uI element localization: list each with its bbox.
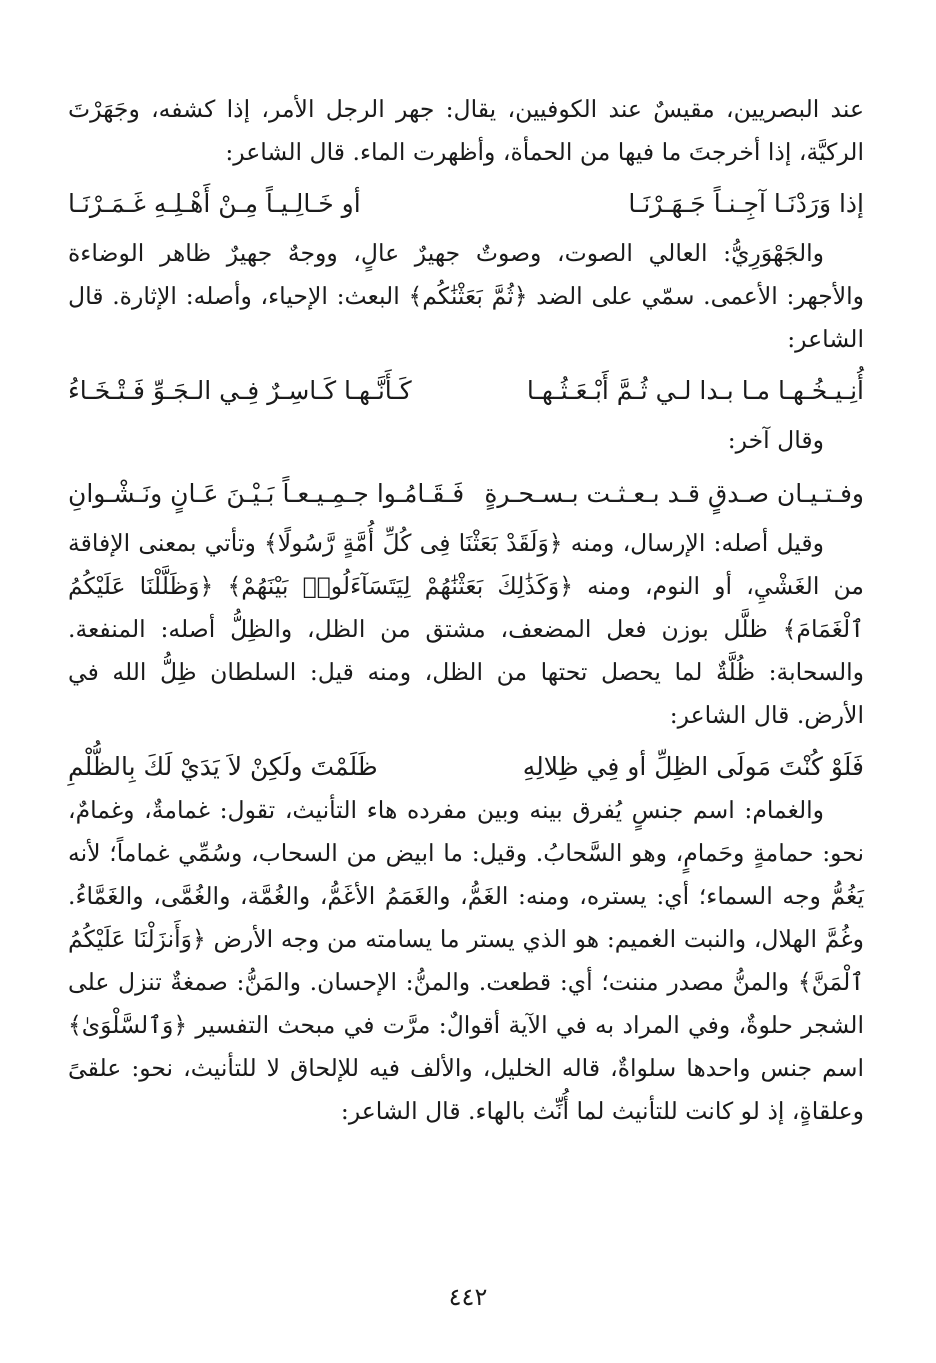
verse-line-2 (68, 367, 864, 415)
verse-4-second-hemistich: ظَلَمْتَ ولَكِنْ لاَ يَدَيْ لَكَ بِالظُّلْمِ (68, 752, 378, 781)
paragraph-jahwari: والجَهْوَرِيُّ: العالي الصوت، وصوتٌ جهيرٌ عالٍ، ووجهٌ جهيرٌ ظاهر الوضاءة والأجهر: الأعمى. سمّي على الضد ﴿ثُمَّ بَعَثْنَٰكُم﴾ البعث: الإحياء، وأصله: الإثارة. قال الشاعر: (68, 239, 864, 353)
verse-line-4 (68, 743, 864, 791)
verse-3-second-hemistich: فَـقَـامُـوا جـمِـيـعـاً بَـيْـنَ عَـانٍ ونَـشْـوانِ (68, 479, 465, 508)
paragraph-another-poet: وقال آخر: (727, 426, 824, 454)
paragraph-irsal: وقيل أصله: الإرسال، ومنه ﴿وَلَقَدْ بَعَثْنَا فِى كُلِّ أُمَّةٍ رَّسُولًا﴾ وتأتي بمعنى الإفاقة من الغَشْيِ، أو النوم، ومنه ﴿وَكَذَٰلِكَ بَعَثْنَٰهُمْ لِيَتَسَآءَلُوا۟ بَيْنَهُمْ﴾ ﴿وَظَلَّلْنَا عَلَيْكُمُ ٱلْغَمَامَ﴾ ظلَّل بوزن فعل المضعف، مشتق من الظل، والظِلُّ أصله: المنفعة. والسحابة: ظُلَّةٌ لما يحصل تحتها من الظل، ومنه قيل: السلطان ظِلُّ الله في الأرض. قال الشاعر: (68, 529, 864, 729)
page-number: ٤٤٢ (448, 1283, 488, 1311)
paragraph-ghamam: والغمام: اسم جنسٍ يُفرق بينه وبين مفرده هاء التأنيث، تقول: غمامةٌ، وغمامٌ، نحو: حمامةٍ وحَمامٍ، وهو السَّحابُ. وقيل: ما ابيض من السحاب، وسُمِّي غماماً؛ لأنه يَغُمُّ وجه السماء؛ أي: يستره، ومنه: الغَمُّ، والغَمَمُ الأغَمُّ، والغُمَّة، والغُمَّى، والغَمَّاءُ. وغُمَّ الهلال، والنبت الغميم: هو الذي يستر ما يسامته من وجه الأرض ﴿وَأَنزَلْنَا عَلَيْكُمُ ٱلْمَنَّ﴾ والمنُّ مصدر مننت؛ أي: قطعت. والمنُّ: الإحسان. والمَنُّ: صمغةٌ تنزل على الشجر حلوةٌ، وفي المراد به في الآية أقوالٌ: مرَّت في مبحث التفسير ﴿وَٱلسَّلْوَىٰ﴾ اسم جنس واحدها سلواةٌ، قاله الخليل، والألف فيه للإلحاق لا للتأنيث، نحو: علقىً وعلقاةٍ، إذ لو كانت للتأنيث لما أُنِّث بالهاء. قال الشاعر: (68, 796, 864, 1125)
verse-4-first-hemistich: فَلَوْ كُنْتَ مَولَى الظِلِّ أو فِي ظِلالِهِ (522, 752, 864, 781)
verse-1-second-hemistich: أو خَـالِـيـاً مِـنْ أَهْـلِـهِ غَـمَـرْنَـا (68, 189, 361, 218)
verse-line-3 (68, 470, 864, 518)
verse-1-first-hemistich: إذا وَرَدْنَـا آجِـنـاً جَـهَـرْنَـا (628, 189, 864, 218)
verse-3-first-hemistich: وفـتـيـان صـدقٍ قـد بـعـثـت بـسـحـرةٍ (484, 479, 864, 508)
verse-2-first-hemistich: أُنِـيـخُـهـا مـا بـدا لـي ثُـمَّ أَبْـعَـثُـهـا (526, 376, 864, 405)
verse-2-second-hemistich: كَـأَنَّـهـا كَـاسِـرٌ فِـي الـجَـوِّ فَـتْـخَـاءُ (68, 376, 412, 405)
paragraph-basrians: عند البصريين، مقيسٌ عند الكوفيين، يقال: جهر الرجل الأمر، إذا كشفه، وجَهَرْتَ الركيَّة، إذا أخرجتَ ما فيها من الحمأة، وأظهرت الماء. قال الشاعر: (68, 95, 864, 166)
verse-line-1 (68, 180, 864, 228)
